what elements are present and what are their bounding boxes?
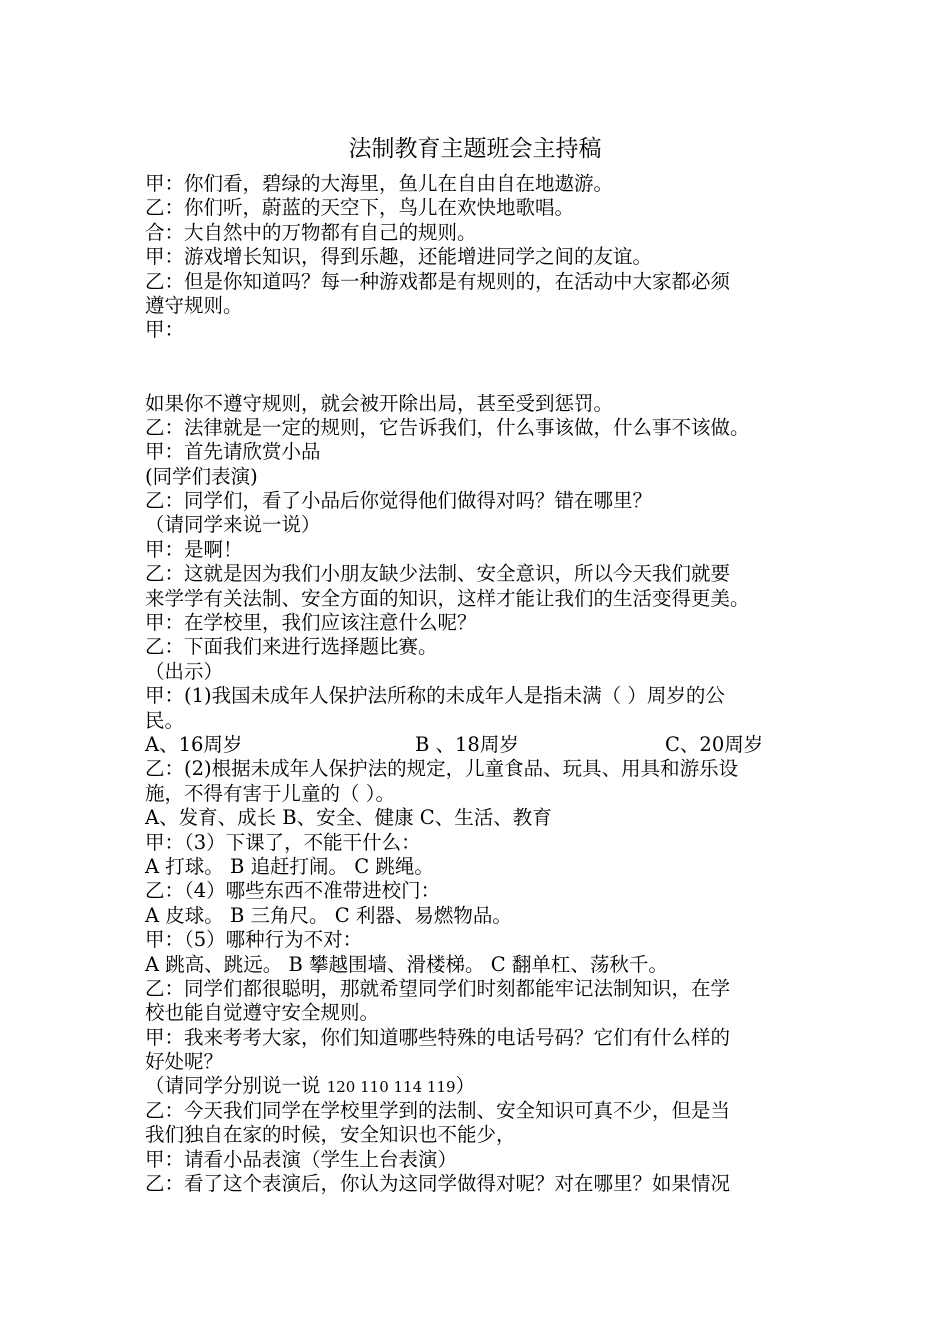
text-line: 乙：下面我们来进行选择题比赛。 [145, 635, 438, 659]
text-line: 好处呢？ [145, 1050, 224, 1074]
text-line: A 跳高、跳远。 B 攀越围墙、滑楼梯。 C 翻单杠、荡秋千。 [145, 952, 668, 976]
text-line: 甲： [145, 318, 185, 342]
text-line: 乙：法律就是一定的规则，它告诉我们，什么事该做，什么事不该做。 [145, 415, 750, 439]
text-line: （请同学来说一说） [145, 513, 321, 537]
text-line: 民。 [145, 708, 185, 732]
text-line: 我们独自在家的时候，安全知识也不能少， [145, 1123, 516, 1147]
text-line: (同学们表演) [145, 464, 258, 488]
text-line: A 皮球。 B 三角尺。 C 利器、易燃物品。 [145, 903, 512, 927]
text-line: 遵守规则。 [145, 293, 243, 317]
text-line: 乙：（4）哪些东西不准带进校门： [145, 879, 441, 903]
text-line: 施，不得有害于儿童的（ ）。 [145, 781, 395, 805]
text-line: 甲：你们看，碧绿的大海里，鱼儿在自由自在地遨游。 [145, 172, 614, 195]
text-line: 校也能自觉遵守安全规则。 [145, 1001, 380, 1025]
text-line: 乙：(2)根据未成年人保护法的规定，儿童食品、玩具、用具和游乐设 [145, 757, 739, 781]
question-1-options [145, 733, 825, 757]
text-line: A 打球。 B 追赶打闹。 C 跳绳。 [145, 854, 434, 878]
text-line: 甲：（3）下课了，不能干什么： [145, 830, 421, 854]
text-line: 乙：同学们，看了小品后你觉得他们做得对吗？错在哪里？ [145, 489, 653, 513]
phone-numbers-note [145, 1074, 825, 1098]
text-line: 乙：但是你知道吗？每一种游戏都是有规则的，在活动中大家都必须 [145, 269, 731, 293]
option-a: A、16周岁 [145, 732, 243, 756]
text-line: 乙：今天我们同学在学校里学到的法制、安全知识可真不少，但是当 [145, 1098, 731, 1122]
option-b: B 、18周岁 [415, 732, 519, 756]
option-c: C、20周岁 [665, 732, 764, 756]
phone-note-suffix: ） [455, 1074, 476, 1098]
text-line: 甲：请看小品表演（学生上台表演） [145, 1147, 458, 1171]
text-line: 甲：游戏增长知识，得到乐趣，还能增进同学之间的友谊。 [145, 245, 653, 269]
text-line: 甲：我来考考大家，你们知道哪些特殊的电话号码？它们有什么样的 [145, 1025, 731, 1049]
text-line: 来学学有关法制、安全方面的知识，这样才能让我们的生活变得更美。 [145, 586, 750, 610]
text-line: 乙：你们听，蔚蓝的天空下，鸟儿在欢快地歌唱。 [145, 196, 575, 220]
text-line: 乙：同学们都很聪明，那就希望同学们时刻都能牢记法制知识，在学 [145, 976, 731, 1000]
text-line: 甲：（5）哪种行为不对： [145, 928, 363, 952]
phone-numbers: 120 110 114 119 [326, 1078, 456, 1097]
text-line: 乙：这就是因为我们小朋友缺少法制、安全意识，所以今天我们就要 [145, 562, 731, 586]
text-line: 甲：在学校里，我们应该注意什么呢？ [145, 611, 477, 635]
text-line: 如果你不遵守规则，就会被开除出局，甚至受到惩罚。 [145, 391, 614, 415]
text-line: （出示） [145, 659, 224, 683]
phone-note-prefix: （请同学分别说一说 [145, 1074, 327, 1098]
document-title: 法制教育主题班会主持稿 [348, 136, 602, 162]
text-line: 甲：(1)我国未成年人保护法所称的未成年人是指未满（ ）周岁的公 [145, 684, 725, 708]
blank-line [145, 367, 825, 391]
text-line: A、发育、成长 B、安全、健康 C、生活、教育 [145, 806, 552, 830]
text-line: 甲：首先请欣赏小品 [145, 440, 321, 464]
document-body [145, 172, 825, 1196]
text-line: 合：大自然中的万物都有自己的规则。 [145, 220, 477, 244]
text-line: 乙：看了这个表演后，你认为这同学做得对呢？对在哪里？如果情况 [145, 1172, 731, 1196]
blank-line [145, 343, 825, 367]
text-line: 甲：是啊！ [145, 537, 243, 561]
